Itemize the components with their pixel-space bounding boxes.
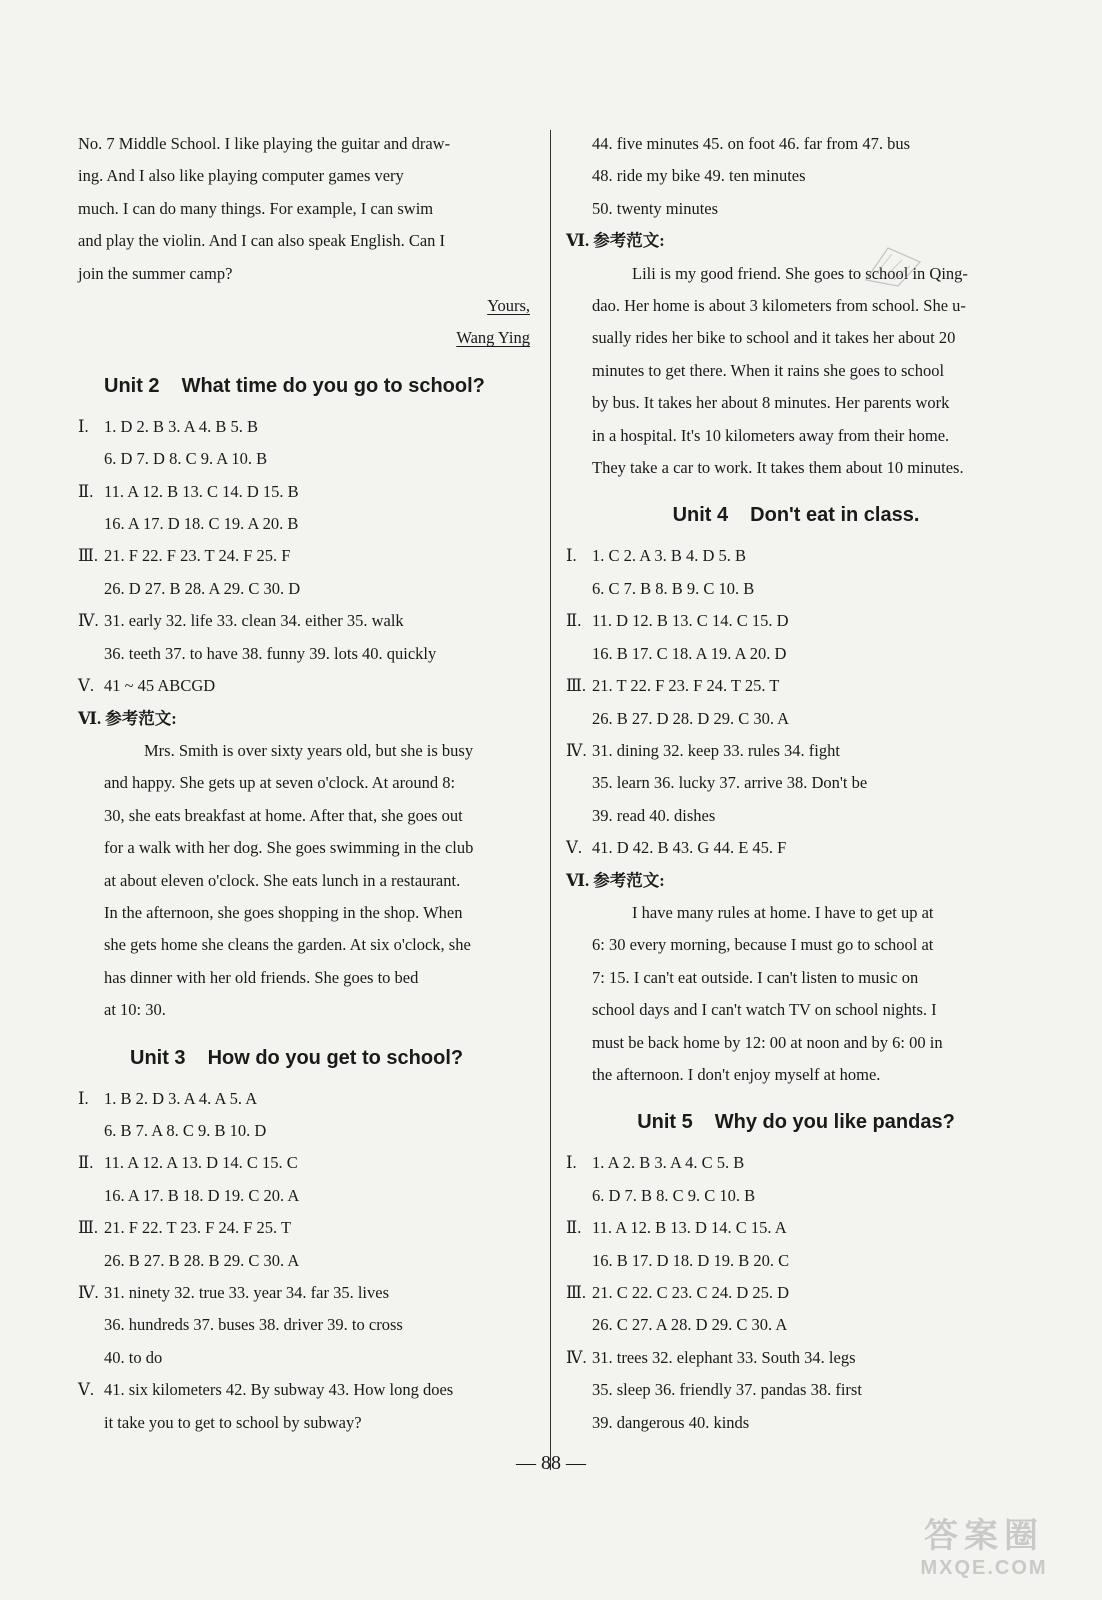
answer-line: Ⅰ. 1. D 2. B 3. A 4. B 5. B bbox=[78, 416, 259, 436]
answer-line: Ⅱ. 11. A 12. B 13. C 14. D 15. B bbox=[78, 481, 299, 501]
essay-body bbox=[566, 897, 1026, 1091]
answer-line: Ⅳ. 31. dining 32. keep 33. rules 34. fight bbox=[566, 740, 840, 760]
answer-line: 26. B 27. B 28. B 29. C 30. A bbox=[104, 1250, 300, 1270]
answer-line: 6. D 7. D 8. C 9. A 10. B bbox=[104, 449, 268, 469]
answer-line: 36. hundreds 37. buses 38. driver 39. to cross bbox=[104, 1315, 403, 1335]
unit-title: How do you get to school? bbox=[207, 1046, 464, 1069]
answer-line: Ⅰ. 1. B 2. D 3. A 4. A 5. A bbox=[78, 1088, 258, 1108]
essay-line: the afternoon. I don't enjoy myself at home. bbox=[592, 1064, 881, 1084]
watermark-url: MXQE.COM bbox=[920, 1557, 1048, 1579]
letter-line: join the summer camp? bbox=[78, 263, 233, 283]
unit-number: Unit 5 bbox=[637, 1111, 693, 1134]
answer-line: 16. B 17. D 18. D 19. B 20. C bbox=[592, 1250, 790, 1270]
unit-2-answers bbox=[78, 411, 530, 1027]
watermark-text: 答案圈 bbox=[924, 1517, 1044, 1555]
essay-line: at about eleven o'clock. She eats lunch in a restaurant. bbox=[104, 870, 461, 890]
letter-line: and play the violin. And I can also speak English. Can I bbox=[78, 231, 446, 251]
answer-line: 16. B 17. C 18. A 19. A 20. D bbox=[592, 643, 787, 663]
essay-body bbox=[566, 258, 1026, 485]
answer-line: Ⅱ. 11. D 12. B 13. C 14. C 15. D bbox=[566, 611, 789, 631]
essay-line: and happy. She gets up at seven o'clock. At around 8: bbox=[104, 773, 456, 793]
answer-line: 44. five minutes 45. on foot 46. far from 47. bus bbox=[592, 134, 911, 153]
answer-line: Ⅰ. 1. C 2. A 3. B 4. D 5. B bbox=[566, 546, 747, 566]
unit-4-heading bbox=[566, 500, 1026, 530]
essay-line: in a hospital. It's 10 kilometers away from their home. bbox=[592, 425, 950, 445]
letter-text bbox=[78, 128, 530, 355]
answer-line: 50. twenty minutes bbox=[592, 198, 719, 218]
essay-line: at 10: 30. bbox=[104, 1000, 166, 1020]
answer-line: Ⅱ. 11. A 12. B 13. D 14. C 15. A bbox=[566, 1218, 787, 1238]
unit-4-answers bbox=[566, 540, 1026, 1091]
essay-label: Ⅵ. 参考范文: bbox=[566, 231, 665, 251]
answer-line: 26. C 27. A 28. D 29. C 30. A bbox=[592, 1315, 788, 1335]
essay-line: 6: 30 every morning, because I must go to school at bbox=[592, 935, 934, 955]
page-number: — 88 — bbox=[516, 1452, 586, 1474]
answer-line: Ⅴ. 41. D 42. B 43. G 44. E 45. F bbox=[566, 838, 787, 858]
unit-5-heading bbox=[566, 1107, 1026, 1137]
letter-line: No. 7 Middle School. I like playing the guitar and draw- bbox=[78, 134, 451, 153]
unit-3-continued bbox=[566, 128, 1026, 225]
essay-label: Ⅵ. 参考范文: bbox=[78, 708, 177, 728]
unit-5-answers bbox=[566, 1147, 1026, 1439]
unit-2-heading bbox=[104, 371, 530, 401]
answer-line: 26. B 27. D 28. D 29. C 30. A bbox=[592, 708, 790, 728]
answer-line: Ⅲ. 21. F 22. F 23. T 24. F 25. F bbox=[78, 546, 291, 566]
answer-line: Ⅲ. 21. T 22. F 23. F 24. T 25. T bbox=[566, 676, 780, 696]
essay-line: has dinner with her old friends. She goes to bed bbox=[104, 967, 419, 987]
essay-line: Lili is my good friend. She goes to school in Qing- bbox=[632, 263, 968, 283]
right-column bbox=[566, 128, 1026, 1439]
watermark-logo bbox=[884, 1516, 1084, 1586]
essay-line: for a walk with her dog. She goes swimming in the club bbox=[104, 838, 474, 858]
unit-number: Unit 3 bbox=[130, 1046, 186, 1069]
essay-line: 7: 15. I can't eat outside. I can't listen to music on bbox=[592, 967, 919, 987]
left-column bbox=[78, 128, 530, 1439]
answer-line: 35. learn 36. lucky 37. arrive 38. Don't be bbox=[592, 773, 868, 793]
unit-3-answers bbox=[78, 1083, 530, 1439]
answer-line: 39. dangerous 40. kinds bbox=[592, 1412, 750, 1432]
essay-line: I have many rules at home. I have to get up at bbox=[632, 902, 934, 922]
essay-label: Ⅵ. 参考范文: bbox=[566, 870, 665, 890]
stamp-mark-icon bbox=[858, 240, 928, 290]
unit-3-heading bbox=[130, 1043, 530, 1073]
letter-closing: Yours, bbox=[487, 296, 530, 316]
answer-line: Ⅳ. 31. trees 32. elephant 33. South 34. legs bbox=[566, 1347, 856, 1367]
unit-title: What time do you go to school? bbox=[181, 374, 485, 397]
essay-line: They take a car to work. It takes them about 10 minutes. bbox=[592, 458, 964, 478]
answer-line: 40. to do bbox=[104, 1347, 163, 1367]
essay-line: sually rides her bike to school and it takes her about 20 bbox=[592, 328, 956, 348]
answer-line: 36. teeth 37. to have 38. funny 39. lots 40. quickly bbox=[104, 643, 437, 663]
answer-line: it take you to get to school by subway? bbox=[104, 1412, 362, 1432]
essay-line: minutes to get there. When it rains she goes to school bbox=[592, 360, 945, 380]
essay-line: 30, she eats breakfast at home. After that, she goes out bbox=[104, 805, 463, 825]
answer-line: 6. B 7. A 8. C 9. B 10. D bbox=[104, 1120, 267, 1140]
letter-line: much. I can do many things. For example, I can swim bbox=[78, 198, 434, 218]
unit-number: Unit 2 bbox=[104, 374, 160, 397]
essay-line: must be back home by 12: 00 at noon and by 6: 00 in bbox=[592, 1032, 943, 1052]
essay-line: Mrs. Smith is over sixty years old, but she is busy bbox=[144, 740, 474, 760]
answer-line: Ⅳ. 31. ninety 32. true 33. year 34. far 35. lives bbox=[78, 1283, 390, 1302]
answer-line: Ⅲ. 21. F 22. T 23. F 24. F 25. T bbox=[78, 1218, 292, 1238]
essay-line: In the afternoon, she goes shopping in the shop. When bbox=[104, 902, 463, 922]
answer-line: Ⅰ. 1. A 2. B 3. A 4. C 5. B bbox=[566, 1153, 745, 1173]
essay-line: she gets home she cleans the garden. At six o'clock, she bbox=[104, 935, 471, 955]
answer-line: Ⅲ. 21. C 22. C 23. C 24. D 25. D bbox=[566, 1283, 790, 1302]
unit-title: Don't eat in class. bbox=[750, 504, 920, 527]
answer-line: 35. sleep 36. friendly 37. pandas 38. first bbox=[592, 1380, 862, 1400]
essay-body bbox=[78, 735, 530, 1027]
unit-number: Unit 4 bbox=[672, 504, 729, 527]
answer-line: 6. C 7. B 8. B 9. C 10. B bbox=[592, 578, 755, 598]
answer-line: Ⅱ. 11. A 12. A 13. D 14. C 15. C bbox=[78, 1153, 298, 1173]
answer-line: 48. ride my bike 49. ten minutes bbox=[592, 166, 806, 186]
letter-line: ing. And I also like playing computer games very bbox=[78, 166, 404, 186]
essay-line: dao. Her home is about 3 kilometers from school. She u- bbox=[592, 296, 966, 316]
unit-title: Why do you like pandas? bbox=[714, 1111, 955, 1134]
essay-line: by bus. It takes her about 8 minutes. Her parents work bbox=[592, 393, 950, 413]
answer-line: 39. read 40. dishes bbox=[592, 805, 716, 825]
answer-line: 26. D 27. B 28. A 29. C 30. D bbox=[104, 578, 301, 598]
answer-line: Ⅴ. 41 ~ 45 ABCGD bbox=[78, 676, 216, 696]
letter-signature: Wang Ying bbox=[456, 328, 530, 348]
column-divider bbox=[550, 130, 551, 1470]
answer-line: 6. D 7. B 8. C 9. C 10. B bbox=[592, 1185, 756, 1205]
answer-line: 16. A 17. B 18. D 19. C 20. A bbox=[104, 1185, 300, 1205]
answer-line: Ⅳ. 31. early 32. life 33. clean 34. either 35. walk bbox=[78, 611, 404, 631]
essay-line: school days and I can't watch TV on school nights. I bbox=[592, 1000, 937, 1020]
answer-line: Ⅴ. 41. six kilometers 42. By subway 43. How long does bbox=[78, 1380, 454, 1400]
answer-line: 16. A 17. D 18. C 19. A 20. B bbox=[104, 514, 299, 534]
